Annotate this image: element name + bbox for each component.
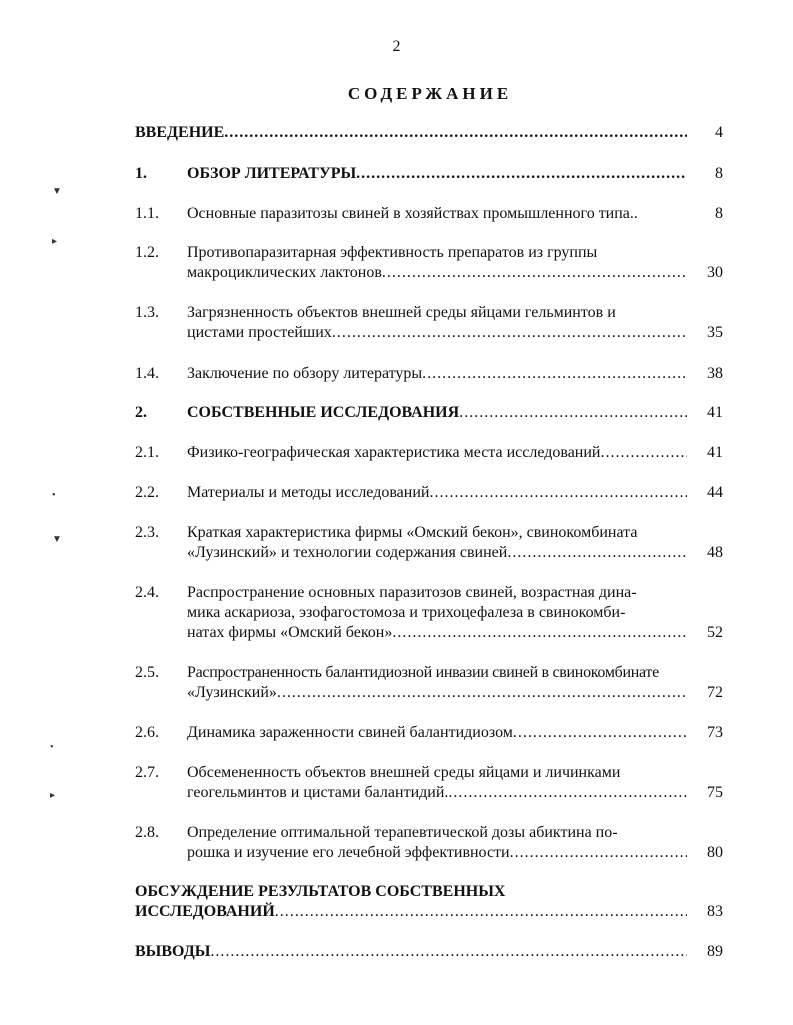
toc-page: 75: [707, 784, 723, 801]
toc-page: 83: [707, 903, 723, 920]
toc-entry-line: Физико-географическая характеристика места исследований .....: [187, 443, 687, 463]
toc-page: 52: [707, 624, 723, 641]
toc-num: 2.5.: [135, 664, 159, 681]
toc-entry-line: ОБСУЖДЕНИЕ РЕЗУЛЬТАТОВ СОБСТВЕННЫХ: [135, 883, 506, 900]
toc-page: 48: [707, 544, 723, 561]
toc-page: 41: [707, 404, 723, 421]
toc-entry-line: Определение оптимальной терапевтической дозы абиктина по-: [187, 824, 618, 841]
toc-entry-line: Краткая характеристика фирмы «Омский бекон», свинокомбината: [187, 524, 638, 541]
toc-num: 1.1.: [135, 205, 159, 222]
toc-num: 2.2.: [135, 484, 159, 501]
toc-num: 1.: [135, 165, 147, 182]
toc-entry-line: Обсемененность объектов внешней среды яйцами и личинками: [187, 764, 621, 781]
toc-page: 73: [707, 724, 723, 741]
toc-num: 2.: [135, 404, 147, 421]
toc-page: 30: [707, 264, 723, 281]
toc-page: 80: [707, 844, 723, 861]
toc-entry-line: ИССЛЕДОВАНИЙ .....: [135, 902, 687, 922]
scan-speck: ▼: [52, 534, 62, 545]
toc-entry-line: ВЫВОДЫ .....: [135, 942, 687, 962]
toc-entry-line: Основные паразитозы свиней в хозяйствах промышленного типа..: [187, 205, 638, 222]
scan-speck: ▸: [52, 236, 58, 247]
toc-num: 2.4.: [135, 584, 159, 601]
toc-entry-line: ОБЗОР ЛИТЕРАТУРЫ .....: [187, 164, 687, 184]
toc-num: 2.3.: [135, 524, 159, 541]
toc-num: 2.7.: [135, 764, 159, 781]
toc-title: СОДЕРЖАНИЕ: [347, 84, 513, 103]
toc-num: 1.3.: [135, 304, 159, 321]
scan-speck: ▸: [50, 790, 56, 801]
toc-num: 2.8.: [135, 824, 159, 841]
toc-entry-line: мика аскариоза, эзофагостомоза и трихоцефалеза в свинокомби-: [187, 604, 626, 621]
toc-num: 2.6.: [135, 724, 159, 741]
toc-entry-line: ВВЕДЕНИЕ .....: [135, 123, 687, 143]
toc-page: 8: [715, 165, 723, 182]
toc-num: 2.1.: [135, 444, 159, 461]
toc-entry-line: Распространение основных паразитозов свиней, возрастная дина-: [187, 584, 637, 601]
toc-entry-line: «Лузинский» и технологии содержания свиней .....: [187, 543, 687, 563]
scan-speck: •: [50, 742, 54, 753]
toc-page: 89: [707, 943, 723, 960]
toc-entry-line: Загрязненность объектов внешней среды яйцами гельминтов и: [187, 304, 616, 321]
toc-entry-line: Противопаразитарная эффективность препаратов из группы: [187, 244, 598, 261]
toc-entry-line: СОБСТВЕННЫЕ ИССЛЕДОВАНИЯ .....: [187, 403, 687, 423]
toc-entry-line: рошка и изучение его лечебной эффективности .....: [187, 843, 687, 863]
toc-entry-line: Динамика зараженности свиней балантидиозом .....: [187, 723, 687, 743]
scan-speck: •: [52, 490, 56, 501]
toc-page: 35: [707, 324, 723, 341]
scan-speck: ▼: [52, 186, 62, 197]
toc-page: 4: [715, 124, 723, 141]
toc-page: 8: [715, 205, 723, 222]
toc-entry-line: геогельминтов и цистами балантидий. .....: [187, 783, 687, 803]
toc-entry-line: натах фирмы «Омский бекон» .....: [187, 623, 687, 643]
toc-num: 1.4.: [135, 365, 159, 382]
toc-entry-line: макроциклических лактонов .....: [187, 263, 687, 283]
toc-entry-line: Материалы и методы исследований .....: [187, 483, 687, 503]
toc-page: 72: [707, 684, 723, 701]
toc-num: 1.2.: [135, 244, 159, 261]
toc-entry-line: цистами простейших .....: [187, 323, 687, 343]
toc-entry-line: «Лузинский» .....: [187, 683, 687, 703]
toc-page: 44: [707, 484, 723, 501]
page-number: 2: [392, 38, 401, 55]
toc-entry-line: Распространенность балантидиозной инвазии свиней в свинокомбинате: [187, 664, 659, 681]
toc-page: 41: [707, 444, 723, 461]
toc-page: 38: [707, 365, 723, 382]
toc-entry-line: Заключение по обзору литературы .....: [187, 364, 687, 384]
